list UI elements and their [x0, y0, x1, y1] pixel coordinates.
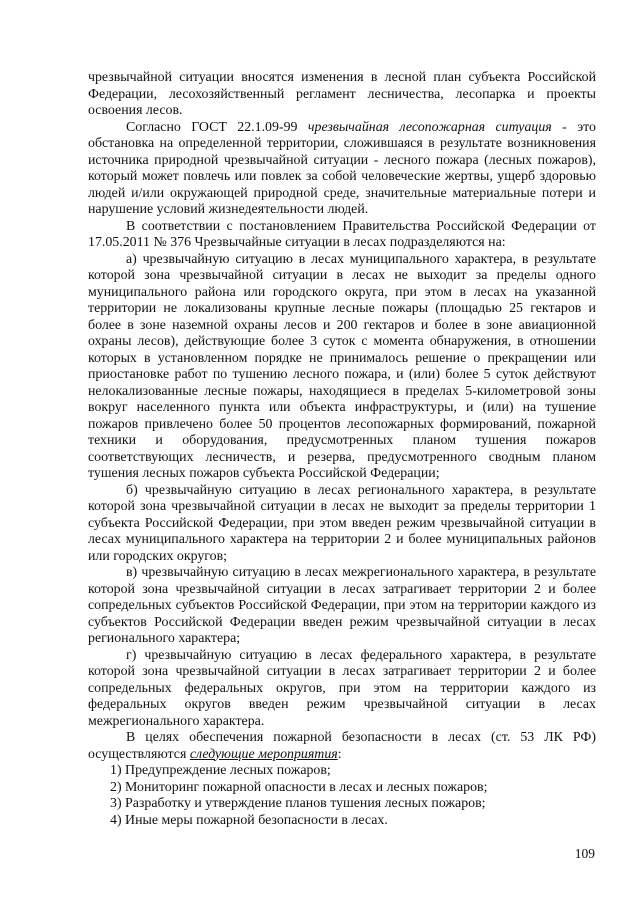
- paragraph-gost-definition: [88, 120, 596, 219]
- list-item: 4) Иные меры пожарной безопасности в лесах.: [110, 812, 388, 828]
- list-item: 2) Мониторинг пожарной опасности в лесах и лесных пожаров;: [110, 779, 488, 795]
- defined-term: чрезвычайная лесопожарная ситуация: [307, 119, 552, 135]
- measures-list: [88, 763, 596, 829]
- measures-emphasis: следующие мероприятия: [189, 746, 338, 762]
- measures-colon: :: [337, 746, 342, 762]
- paragraph-item-g: г) чрезвычайную ситуацию в лесах федерального характера, в результате которой зона чрезвычайной ситуации в лесах затрагивает территории 2 и более сопредельных федеральных округов, при этом на территории каждого из федеральных округов введен режим чрезвычайной ситуации в лесах межрегионального характера.: [88, 647, 596, 729]
- paragraph-measures-intro: [88, 730, 596, 763]
- page-number: 109: [574, 846, 595, 861]
- paragraph-item-b: б) чрезвычайную ситуацию в лесах регионального характера, в результате которой зона чрезвычайной ситуации в лесах не выходит за пределы территории 1 субъекта Российской Федерации, при этом введен режим чрезвычайной ситуации в лесах муниципального характера на территории 2 и более муниципальных районов или городских округов;: [88, 482, 596, 564]
- list-item: 3) Разработку и утверждение планов тушения лесных пожаров;: [110, 796, 486, 811]
- body-text: [88, 70, 596, 829]
- gost-definition-text: - это обстановка на определенной территории, сложившаяся в результате возникновения источника природной чрезвычайной ситуации - лесного пожара (лесных пожаров), который может повлечь или повлек за собой человеческие жертвы, ущерб здоровью людей и/или окружающей природной среде, значительные материальные потери и нарушение условий жизнедеятельности людей.: [88, 119, 596, 217]
- paragraph-continuation: чрезвычайной ситуации вносятся изменения в лесной план субъекта Российской Федерации, лесохозяйственный регламент лесничества, лесопарка и проекты освоения лесов.: [88, 70, 596, 118]
- gost-lead-text: Согласно ГОСТ 22.1.09-99: [126, 119, 308, 135]
- list-item: 1) Предупреждение лесных пожаров;: [110, 763, 331, 778]
- paragraph-resolution: В соответствии с постановлением Правительства Российской Федерации от 17.05.2011 № 376 Чрезвычайные ситуации в лесах подразделяются на:: [88, 218, 596, 250]
- paragraph-item-v: в) чрезвычайную ситуацию в лесах межрегионального характера, в результате которой зона чрезвычайной ситуации в лесах затрагивает территории 2 и более сопредельных субъектов Российской Федерации, при этом на территории каждого из субъектов Российской Федерации введен режим чрезвычайной ситуации в лесах регионального характера;: [88, 565, 596, 646]
- paragraph-item-a: а) чрезвычайную ситуацию в лесах муниципального характера, в результате которой зона чрезвычайной ситуации в лесах не выходит за пределы одного муниципального района или городского округа, при этом в лесах на указанной территории не локализованы крупные лесные пожары (площадью 25 гектаров и более в зоне наземной охраны лесов и 200 гектаров и более в зоне авиационной охраны лесов), действующие более 3 суток с момента обнаружения, в отношении которых в установленном порядке не принималось решение о прекращении или приостановке работ по тушению лесного пожара, и (или) более 5 суток действуют нелокализованные лесные пожары, находящиеся в пределах 5-километровой зоны вокруг населенного пункта или объекта инфраструктуры, и (или) на тушение пожаров привлечено более 50 процентов лесопожарных формирований, пожарной техники и оборудования, предусмотренных планом тушения пожаров соответствующих лесничеств, и резерва, предусмотренного сводным планом тушения лесных пожаров субъекта Российской Федерации;: [88, 251, 596, 481]
- measures-lead-text: В целях обеспечения пожарной безопасности в лесах (ст. 53 ЛК РФ) осуществляются: [88, 730, 596, 762]
